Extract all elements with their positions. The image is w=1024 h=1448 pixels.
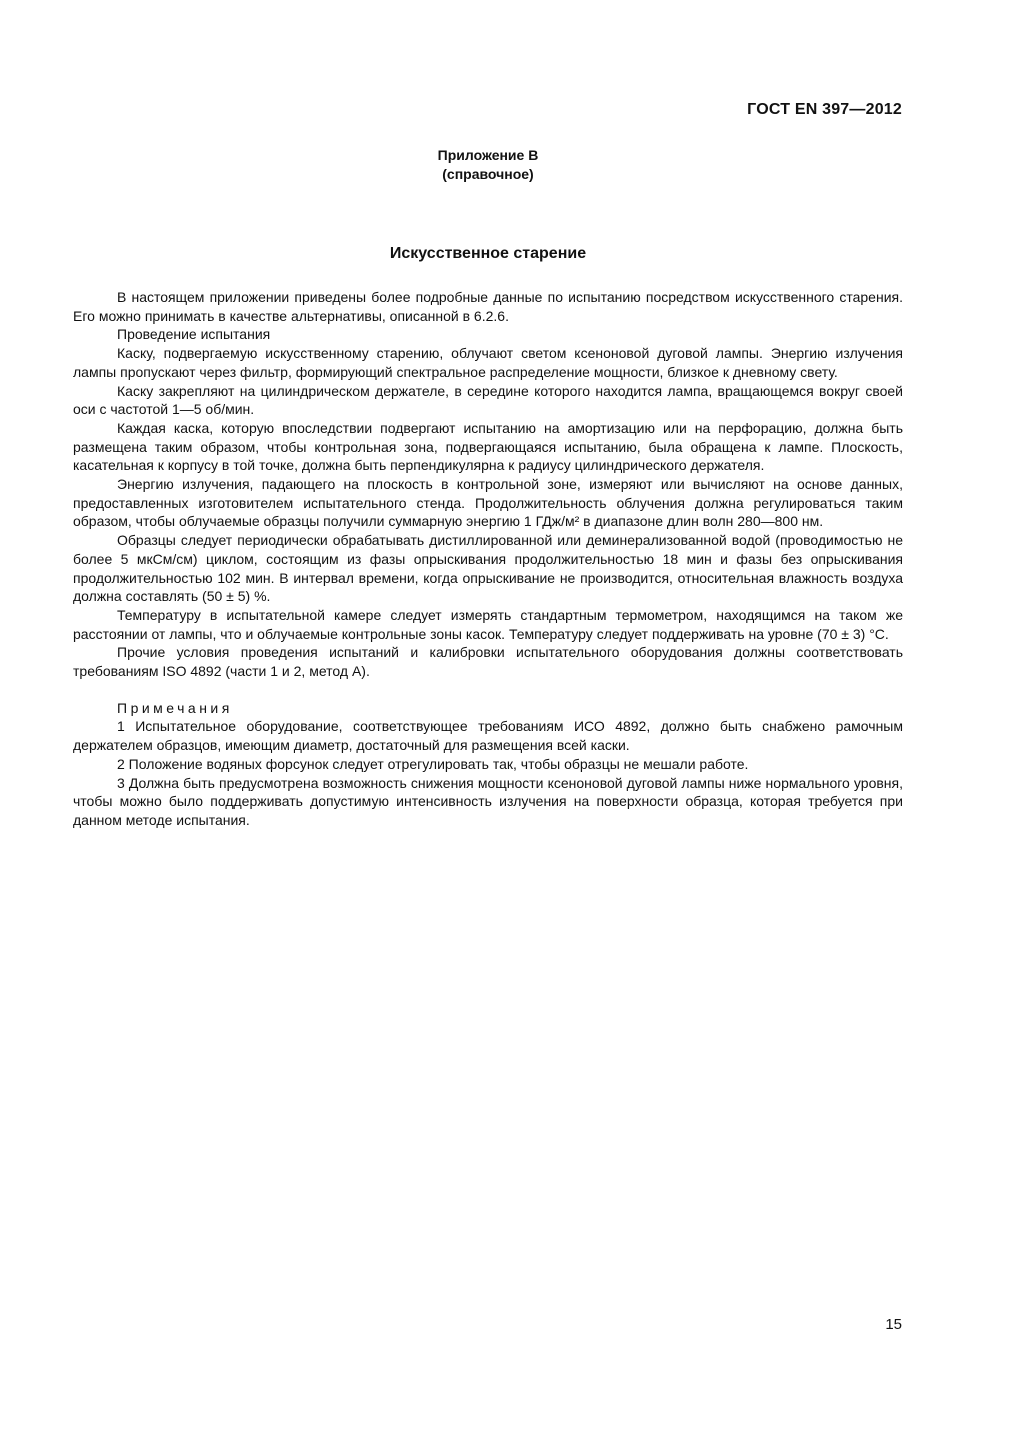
- paragraph: Прочие условия проведения испытаний и калибровки испытательного оборудования должны соответствовать требованиям ISO 4892 (части 1 и 2, метод А).: [73, 644, 903, 680]
- annex-heading: [0, 146, 976, 184]
- annex-title: Приложение В: [437, 147, 539, 163]
- paragraph: Образцы следует периодически обрабатывать дистиллированной или деминерализованной водой (проводимостью не более 5 мкСм/см) циклом, состоящим из фазы опрыскивания продолжительностью 18 мин и фазы без опрыскивания продолжительностью 102 мин. В интервал времени, когда опрыскивание не производится, относительная влажность воздуха должна составлять (50 ± 5) %.: [73, 532, 903, 605]
- paragraph: В настоящем приложении приведены более подробные данные по испытанию посредством искусственного старения. Его можно принимать в качестве альтернативы, описанной в 6.2.6.: [73, 289, 903, 324]
- document-number-header: ГОСТ EN 397—2012: [747, 101, 902, 118]
- paragraph: Энергию излучения, падающего на плоскость в контрольной зоне, измеряют или вычисляют на основе данных, предоставленных изготовителем испытательного стенда. Продолжительность облучения должна регулироваться таким образом, чтобы облучаемые образцы получили суммарную энергию 1 ГДж/м² в диапазоне длин волн 280—800 нм.: [73, 476, 903, 530]
- paragraph: Каждая каска, которую впоследствии подвергают испытанию на амортизацию или на перфорацию, должна быть размещена таким образом, чтобы контрольная зона, подвергающаяся испытанию, была обращена к лампе. Плоскость, касательная к корпусу в той точке, должна быть перпендикулярна к радиусу цилиндрического держателя.: [73, 419, 903, 474]
- paragraph: Каску закрепляют на цилиндрическом держателе, в середине которого находится лампа, вращающемся вокруг своей оси с частотой 1—5 об/мин.: [73, 382, 903, 418]
- body-text: [73, 288, 903, 830]
- paragraph: Температуру в испытательной камере следует измерять стандартным термометром, находящимся на таком же расстоянии от лампы, что и облучаемые контрольные зоны касок. Температуру следует поддерживать на уровне (70 ± 3) °С.: [73, 606, 903, 642]
- paragraph-subheading: Проведение испытания: [117, 326, 271, 343]
- notes-title: Примечания: [117, 699, 233, 716]
- section-title: Искусственное старение: [389, 245, 587, 262]
- annex-status: (справочное): [442, 166, 534, 182]
- note-item: 1 Испытательное оборудование, соответствующее требованиям ИСО 4892, должно быть снабжено рамочным держателем образцов, имеющим диаметр, достаточный для размещения всей каски.: [73, 718, 903, 754]
- note-item: 3 Должна быть предусмотрена возможность снижения мощности ксеноновой дуговой лампы ниже нормального уровня, чтобы можно было поддерживать допустимую интенсивность излучения на поверхности образца, которая требуется при данном методе испытания.: [73, 774, 903, 828]
- page-number: 15: [885, 1316, 902, 1333]
- paragraph: Каску, подвергаемую искусственному старению, облучают светом ксеноновой дуговой лампы. Энергию излучения лампы пропускают через фильтр, формирующий спектральное распределение мощности, близкое к дневному свету.: [73, 345, 903, 380]
- note-item: 2 Положение водяных форсунок следует отрегулировать так, чтобы образцы не мешали работе.: [117, 755, 749, 772]
